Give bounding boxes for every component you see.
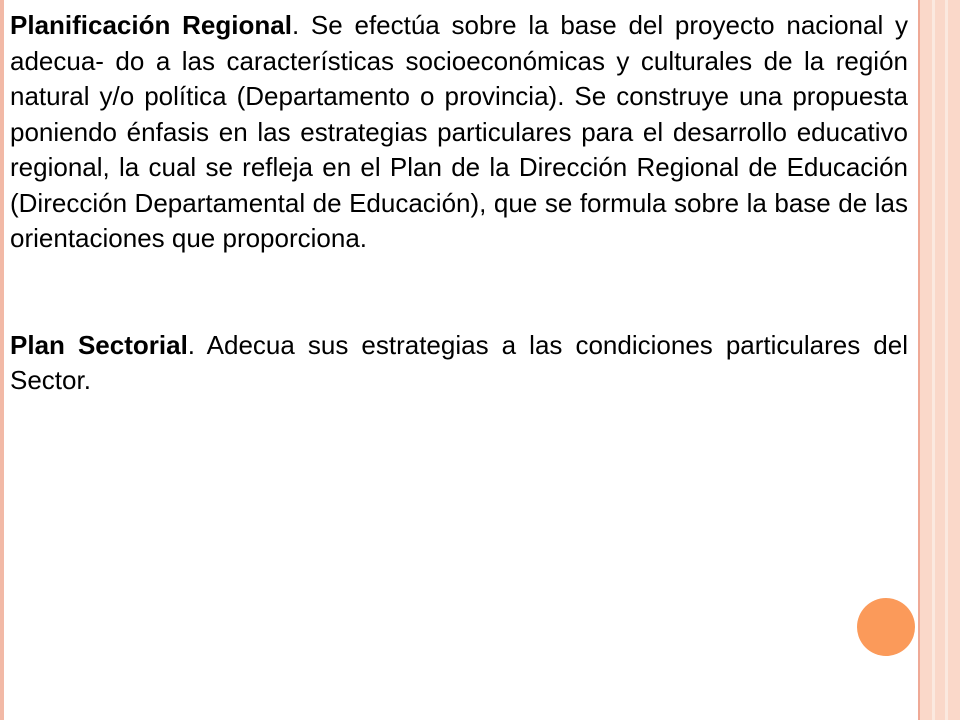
orange-circle-decoration [857, 598, 915, 656]
right-decorative-border [918, 0, 960, 720]
right-border-edge [918, 0, 920, 720]
slide-body [10, 8, 908, 399]
sectoral-plan-description: . Adecua sus estrategias a las condiciones particulares del Sector. [10, 329, 908, 395]
regional-planning-description: . Se efectúa sobre la base del proyecto nacional y adecua- do a las características socioeconómicas y culturales de la región natural y/o política (Departamento o provincia). Se construye una propuesta poniendo énfasis en las estrategias particulares para el desarrollo educativo regional, la cual se refleja en el Plan de la Dirección Regional de Educación (Dirección Departamental de Educación), que se formula sobre la base de las orientaciones que proporciona. [10, 10, 908, 253]
term-sectoral-plan: Plan Sectorial [10, 329, 188, 360]
paragraph-regional-planning [10, 8, 908, 257]
paragraph-sectoral-plan [10, 328, 908, 399]
right-border-stripe [945, 0, 948, 720]
term-regional-planning: Planificación Regional [10, 10, 292, 40]
left-border-line [0, 0, 4, 720]
right-border-stripe [932, 0, 935, 720]
